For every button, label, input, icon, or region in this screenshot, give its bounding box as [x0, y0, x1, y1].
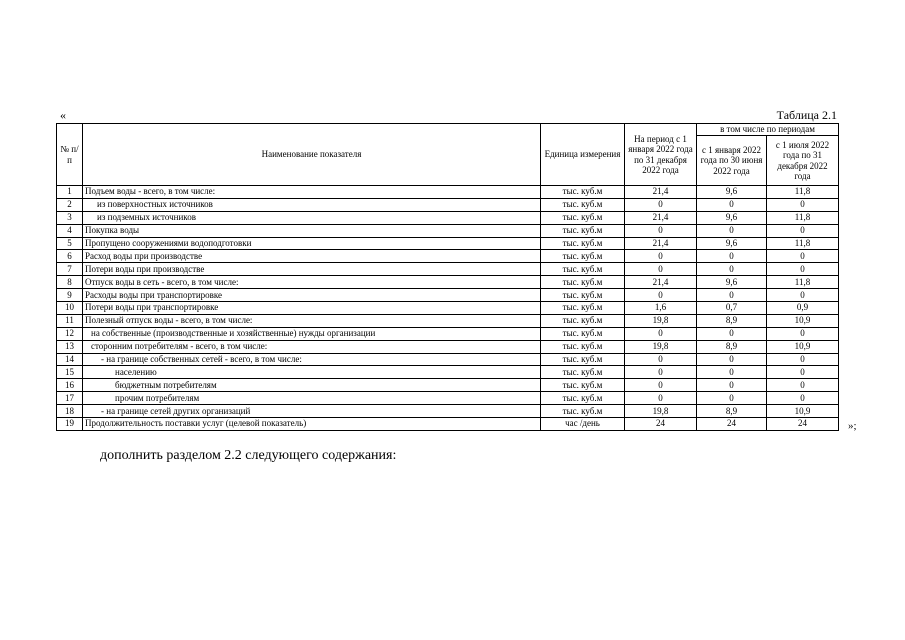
row-total: 19,8	[625, 314, 697, 327]
row-first-half: 0	[697, 224, 767, 237]
row-first-half: 0	[697, 250, 767, 263]
row-name: Полезный отпуск воды - всего, в том числе:	[83, 314, 541, 327]
row-second-half: 11,8	[767, 186, 839, 199]
table-row	[57, 237, 839, 250]
row-total: 24	[625, 418, 697, 431]
row-first-half: 8,9	[697, 405, 767, 418]
row-name: Продолжительность поставки услуг (целевой показатель)	[83, 418, 541, 431]
row-second-half: 0	[767, 327, 839, 340]
row-name: на собственные (производственные и хозяйственные) нужды организации	[83, 327, 541, 340]
row-first-half: 0	[697, 198, 767, 211]
row-name: Расход воды при производстве	[83, 250, 541, 263]
row-total: 1,6	[625, 302, 697, 315]
row-name: сторонним потребителям - всего, в том числе:	[83, 340, 541, 353]
row-unit: тыс. куб.м	[541, 327, 625, 340]
row-name: Покупка воды	[83, 224, 541, 237]
row-second-half: 11,8	[767, 211, 839, 224]
row-second-half: 0	[767, 379, 839, 392]
table-row	[57, 314, 839, 327]
table-row	[57, 289, 839, 302]
table-row	[57, 211, 839, 224]
row-unit: час /день	[541, 418, 625, 431]
row-first-half: 0	[697, 353, 767, 366]
table-row	[57, 418, 839, 431]
row-unit: тыс. куб.м	[541, 250, 625, 263]
row-unit: тыс. куб.м	[541, 340, 625, 353]
row-unit: тыс. куб.м	[541, 263, 625, 276]
row-num: 3	[57, 211, 83, 224]
row-num: 19	[57, 418, 83, 431]
table-row	[57, 405, 839, 418]
indicators-table	[56, 123, 839, 431]
row-unit: тыс. куб.м	[541, 198, 625, 211]
row-second-half: 10,9	[767, 340, 839, 353]
row-total: 0	[625, 250, 697, 263]
table-caption: Таблица 2.1	[776, 108, 837, 122]
row-second-half: 24	[767, 418, 839, 431]
row-num: 1	[57, 186, 83, 199]
row-num: 5	[57, 237, 83, 250]
row-unit: тыс. куб.м	[541, 186, 625, 199]
row-name: - на границе собственных сетей - всего, в том числе:	[83, 353, 541, 366]
close-quote: »;	[848, 420, 857, 432]
row-total: 0	[625, 289, 697, 302]
header-num: № п/п	[57, 124, 83, 186]
row-second-half: 0	[767, 289, 839, 302]
row-unit: тыс. куб.м	[541, 366, 625, 379]
table-body	[57, 186, 839, 431]
row-total: 19,8	[625, 340, 697, 353]
row-first-half: 9,6	[697, 211, 767, 224]
row-unit: тыс. куб.м	[541, 392, 625, 405]
row-first-half: 0	[697, 289, 767, 302]
row-num: 11	[57, 314, 83, 327]
row-second-half: 10,9	[767, 314, 839, 327]
header-name: Наименование показателя	[83, 124, 541, 186]
row-total: 0	[625, 392, 697, 405]
table-row	[57, 198, 839, 211]
row-unit: тыс. куб.м	[541, 276, 625, 289]
row-first-half: 0	[697, 366, 767, 379]
row-first-half: 8,9	[697, 314, 767, 327]
row-num: 7	[57, 263, 83, 276]
row-num: 8	[57, 276, 83, 289]
table-row	[57, 263, 839, 276]
row-num: 13	[57, 340, 83, 353]
table-row	[57, 353, 839, 366]
row-name: Расходы воды при транспортировке	[83, 289, 541, 302]
row-unit: тыс. куб.м	[541, 353, 625, 366]
row-total: 21,4	[625, 276, 697, 289]
row-total: 0	[625, 263, 697, 276]
row-name: Потери воды при производстве	[83, 263, 541, 276]
row-name: - на границе сетей других организаций	[83, 405, 541, 418]
row-num: 2	[57, 198, 83, 211]
row-num: 18	[57, 405, 83, 418]
row-total: 0	[625, 379, 697, 392]
row-unit: тыс. куб.м	[541, 302, 625, 315]
row-unit: тыс. куб.м	[541, 237, 625, 250]
row-unit: тыс. куб.м	[541, 405, 625, 418]
row-second-half: 0	[767, 392, 839, 405]
row-second-half: 0	[767, 250, 839, 263]
row-total: 0	[625, 198, 697, 211]
header-by-periods: в том числе по периодам	[697, 124, 839, 136]
row-total: 21,4	[625, 211, 697, 224]
row-second-half: 0	[767, 353, 839, 366]
table-row	[57, 392, 839, 405]
row-first-half: 0	[697, 327, 767, 340]
row-num: 9	[57, 289, 83, 302]
row-first-half: 0,7	[697, 302, 767, 315]
table-row	[57, 224, 839, 237]
row-first-half: 24	[697, 418, 767, 431]
header-period: На период с 1 января 2022 года по 31 декабря 2022 года	[625, 124, 697, 186]
table-row	[57, 186, 839, 199]
row-name: Потери воды при транспортировке	[83, 302, 541, 315]
row-name: Подъем воды - всего, в том числе:	[83, 186, 541, 199]
row-second-half: 11,8	[767, 237, 839, 250]
row-first-half: 9,6	[697, 186, 767, 199]
table-row	[57, 302, 839, 315]
row-total: 0	[625, 327, 697, 340]
row-first-half: 0	[697, 392, 767, 405]
row-unit: тыс. куб.м	[541, 211, 625, 224]
row-num: 6	[57, 250, 83, 263]
table-row	[57, 250, 839, 263]
row-second-half: 0,9	[767, 302, 839, 315]
row-name: Пропущено сооружениями водоподготовки	[83, 237, 541, 250]
row-second-half: 0	[767, 263, 839, 276]
row-num: 10	[57, 302, 83, 315]
amendment-text: дополнить разделом 2.2 следующего содержания:	[100, 448, 397, 463]
row-first-half: 0	[697, 263, 767, 276]
row-num: 12	[57, 327, 83, 340]
row-first-half: 0	[697, 379, 767, 392]
row-num: 14	[57, 353, 83, 366]
row-total: 19,8	[625, 405, 697, 418]
row-name: Отпуск воды в сеть - всего, в том числе:	[83, 276, 541, 289]
row-num: 15	[57, 366, 83, 379]
row-name: бюджетным потребителям	[83, 379, 541, 392]
row-total: 0	[625, 353, 697, 366]
table-row	[57, 366, 839, 379]
row-total: 21,4	[625, 237, 697, 250]
table-row	[57, 340, 839, 353]
header-unit: Единица измерения	[541, 124, 625, 186]
row-second-half: 0	[767, 224, 839, 237]
table-row	[57, 327, 839, 340]
row-unit: тыс. куб.м	[541, 314, 625, 327]
row-first-half: 9,6	[697, 276, 767, 289]
header-first-half: с 1 января 2022 года по 30 июня 2022 года	[697, 136, 767, 186]
row-total: 21,4	[625, 186, 697, 199]
table-row	[57, 276, 839, 289]
row-second-half: 0	[767, 198, 839, 211]
row-name: населению	[83, 366, 541, 379]
row-second-half: 11,8	[767, 276, 839, 289]
row-num: 16	[57, 379, 83, 392]
header-second-half: с 1 июля 2022 года по 31 декабря 2022 года	[767, 136, 839, 186]
row-first-half: 8,9	[697, 340, 767, 353]
table-row	[57, 379, 839, 392]
row-second-half: 0	[767, 366, 839, 379]
row-unit: тыс. куб.м	[541, 379, 625, 392]
row-total: 0	[625, 366, 697, 379]
row-name: из поверхностных источников	[83, 198, 541, 211]
row-name: из подземных источников	[83, 211, 541, 224]
row-second-half: 10,9	[767, 405, 839, 418]
row-name: прочим потребителям	[83, 392, 541, 405]
open-quote: «	[60, 108, 66, 122]
row-num: 17	[57, 392, 83, 405]
row-num: 4	[57, 224, 83, 237]
row-unit: тыс. куб.м	[541, 289, 625, 302]
row-unit: тыс. куб.м	[541, 224, 625, 237]
row-total: 0	[625, 224, 697, 237]
row-first-half: 9,6	[697, 237, 767, 250]
